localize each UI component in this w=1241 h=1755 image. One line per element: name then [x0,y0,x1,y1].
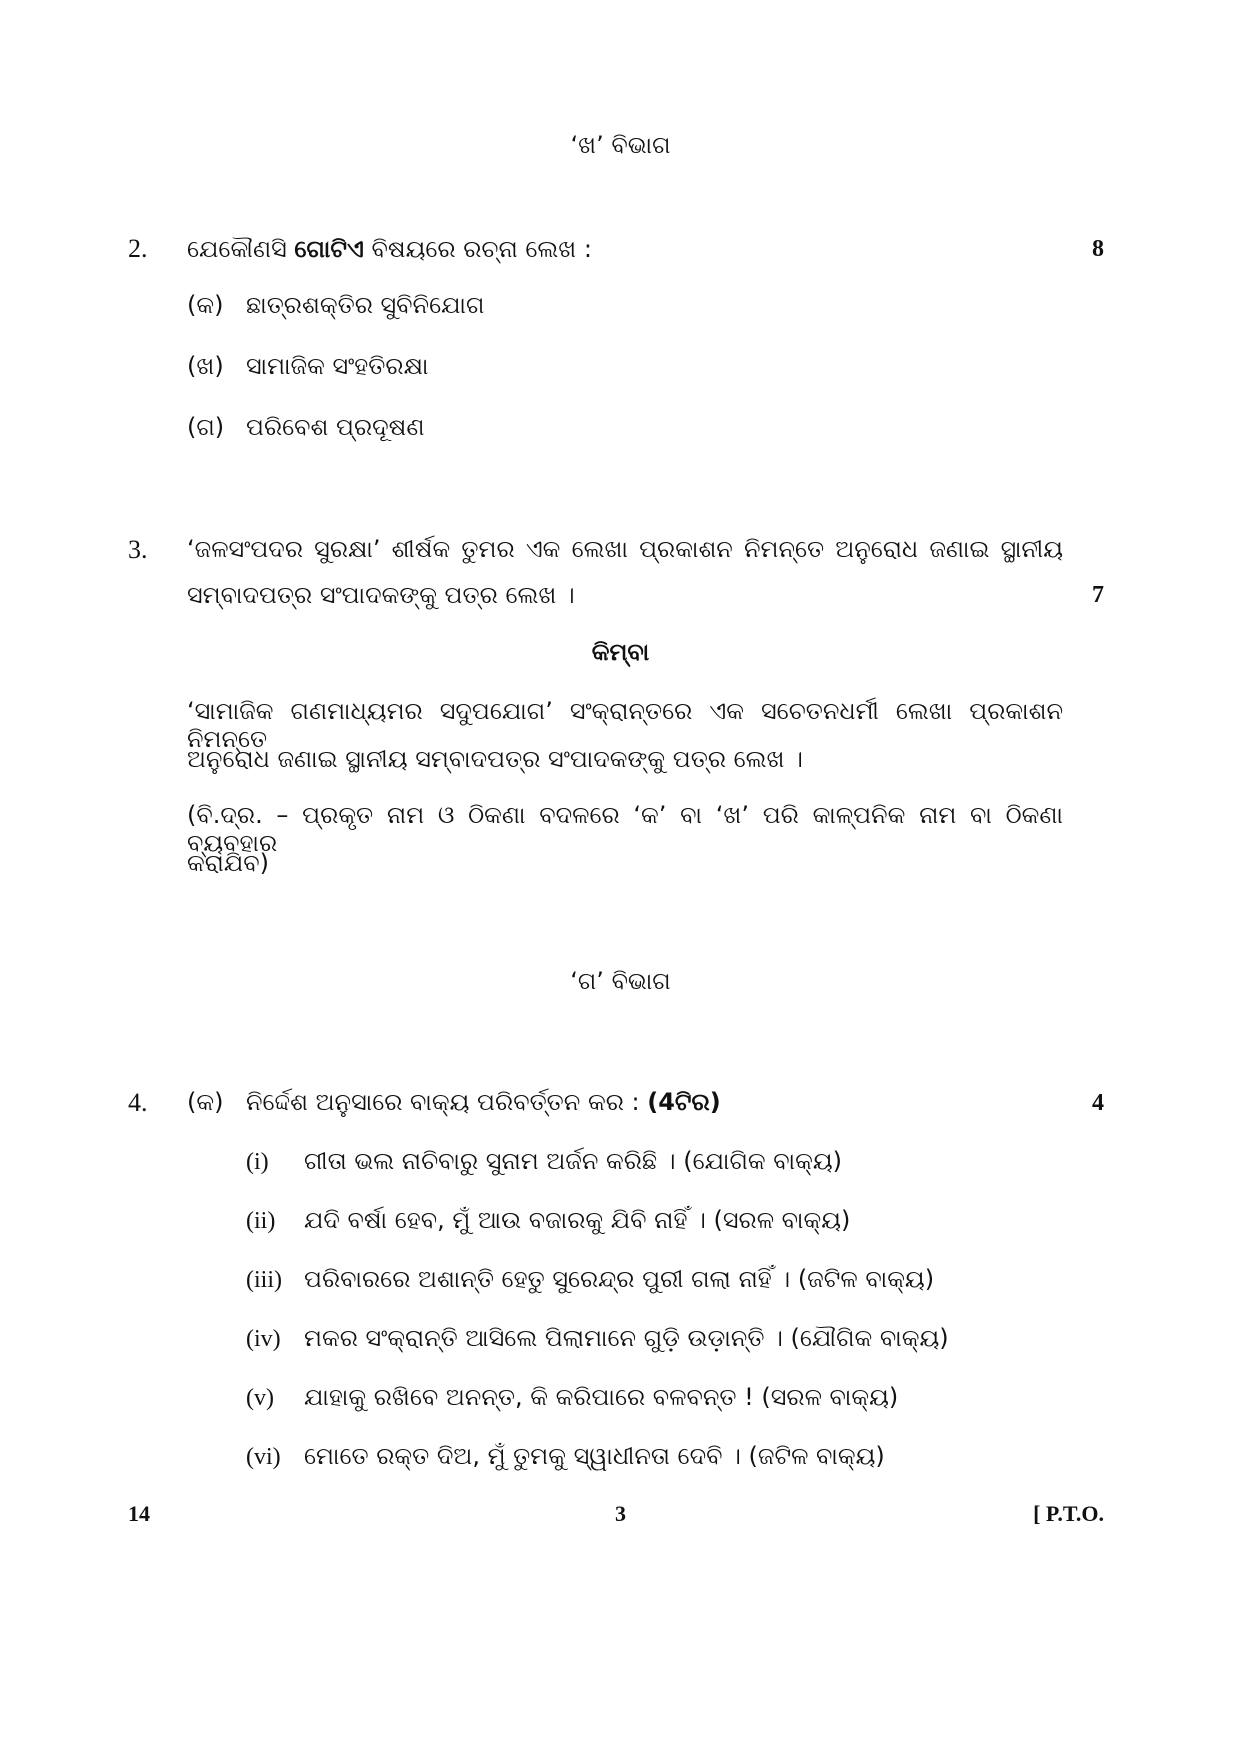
question-2-option-label: (କ) [187,291,224,319]
page-number: 3 [615,1501,626,1526]
question-3-marks: 7 [1092,582,1104,608]
question-3-alternative-line-2: ଅନୁରୋଧ ଜଣାଇ ସ୍ଥାନୀୟ ସମ୍ବାଦପତ୍ର ସଂପାଦକଙ୍କୁ ପତ୍ର ଲେଖ । [187,745,803,773]
question-4-item-numeral: (i) [246,1149,269,1175]
question-4-item-text: ମକର ସଂକ୍ରାନ୍ତି ଆସିଲେ ପିଲାମାନେ ଗୁଡ଼ି ଉଡ଼ାନ୍ତି । (ଯୌଗିକ ବାକ୍ୟ) [304,1324,949,1352]
question-2-option-text: ପରିବେଶ ପ୍ରଦୂଷଣ [246,413,425,441]
question-3-line-1: ‘ଜଳସଂପଦର ସୁରକ୍ଷା’ ଶୀର୍ଷକ ତୁମର ଏକ ଲେଖା ପ୍ରକାଶନ ନିମନ୍ତେ ଅନୁରୋଧ ଜଣାଇ ସ୍ଥାନୀୟ [187,535,1063,563]
section-kha-heading: ‘ଖ’ ବିଭାଗ [570,131,671,159]
question-3-note-line-1: (ବି.ଦ୍ର. – ପ୍ରକୃତ ନାମ ଓ ଠିକଣା ବଦଳରେ ‘କ’ ବା ‘ଖ’ ପରି କାଳ୍ପନିକ ନାମ ବା ଠିକଣା ବ୍ୟବହାର [187,801,1063,857]
paper-code: 14 [128,1501,150,1526]
question-4-number: 4. [128,1088,148,1117]
question-4-item-text: ଯାହାକୁ ରଖିବେ ଅନନ୍ତ, କି କରିପାରେ ବଳବନ୍ତ ! (ସରଳ ବାକ୍ୟ) [304,1383,899,1411]
question-4-item-numeral: (v) [246,1385,274,1411]
question-3-note-line-2: କରାଯିବ) [187,849,269,877]
question-2-marks: 8 [1092,236,1104,262]
question-4-item-text: ଗୀତା ଭଲ ନାଚିବାରୁ ସୁନାମ ଅର୍ଜନ କରିଛି । (ଯୋଗିକ ବାକ୍ୟ) [304,1147,842,1175]
question-2-option-text: ସାମାଜିକ ସଂହତିରକ୍ଷା [246,352,429,380]
question-4-instruction [246,1088,721,1116]
question-4-item-text: ପରିବାରରେ ଅଶାନ୍ତି ହେତୁ ସୁରେନ୍ଦ୍ର ପୁରୀ ଗଲା ନାହିଁ । (ଜଟିଳ ବାକ୍ୟ) [304,1265,935,1293]
question-2-instruction-bold: ଗୋଟିଏ [294,235,364,263]
question-3-number: 3. [128,535,148,564]
question-4-item-text: ମୋତେ ରକ୍ତ ଦିଅ, ମୁଁ ତୁମକୁ ସ୍ୱାଧୀନତା ଦେବି । (ଜଟିଳ ବାକ୍ୟ) [304,1442,885,1470]
question-2-option-label: (ଗ) [187,413,225,441]
question-4-item-text: ଯଦି ବର୍ଷା ହେବ, ମୁଁ ଆଉ ବଜାରକୁ ଯିବି ନାହିଁ । (ସରଳ ବାକ୍ୟ) [304,1206,851,1234]
question-4-part-label: (କ) [187,1088,224,1116]
question-4-instruction-bold: (4ଟିର) [647,1088,721,1116]
question-3-line-2: ସମ୍ବାଦପତ୍ର ସଂପାଦକଙ୍କୁ ପତ୍ର ଲେଖ । [187,581,575,609]
question-4-item-numeral: (iii) [246,1267,282,1293]
please-turn-over: [ P.T.O. [1033,1501,1104,1526]
question-2-instruction [187,235,592,263]
question-2-instruction-start: ଯେକୌଣସି [187,235,295,263]
question-4-item-numeral: (ii) [246,1208,276,1234]
question-2-number: 2. [128,234,148,263]
question-2-option-label: (ଖ) [187,352,224,380]
question-3-or-label: କିମ୍ବା [591,638,650,666]
question-2-instruction-end: ବିଷୟରେ ରଚ୍‌ନା ଲେଖ : [363,235,592,263]
section-ga-heading: ‘ଗ’ ବିଭାଗ [570,967,671,995]
question-4-item-numeral: (vi) [246,1444,281,1470]
question-4-item-numeral: (iv) [246,1326,281,1352]
question-4-marks: 4 [1092,1090,1104,1116]
question-4-instruction-text: ନିର୍ଦ୍ଦେଶ ଅନୁସାରେ ବାକ୍ୟ ପରିବର୍ତ୍ତନ କର : [246,1088,640,1116]
question-3-alternative-line-1: ‘ସାମାଜିକ ଗଣମାଧ୍ୟମର ସଦୁପଯୋଗ’ ସଂକ୍ରାନ୍ତରେ ଏକ ସଚେତନଧର୍ମୀ ଲେଖା ପ୍ରକାଶନ ନିମନ୍ତେ [187,697,1063,753]
question-2-option-text: ଛାତ୍ରଶକ୍ତିର ସୁବିନିଯୋଗ [246,291,485,319]
